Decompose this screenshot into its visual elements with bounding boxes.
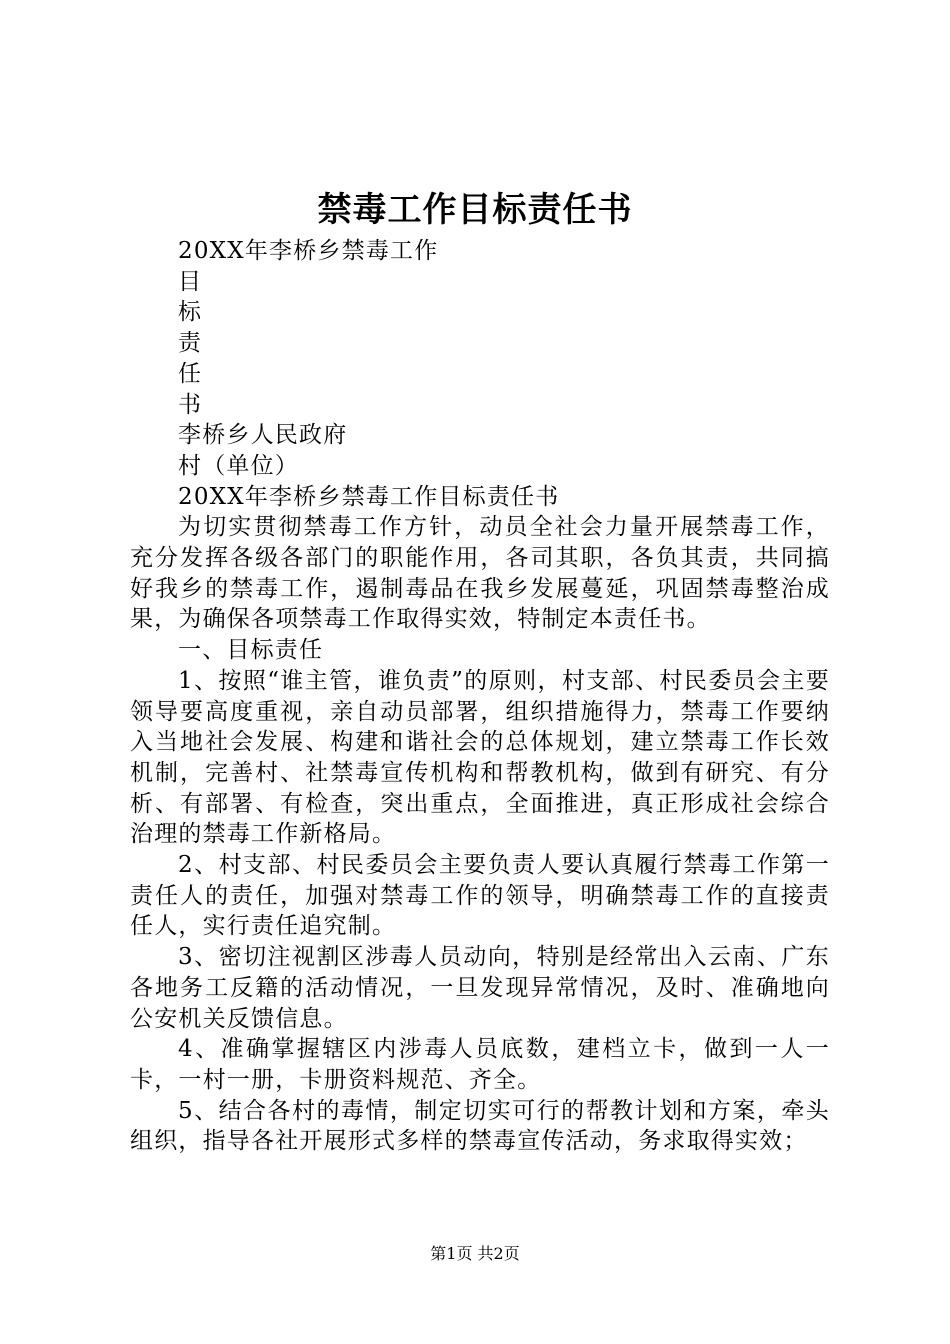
cover-line-government: 李桥乡人民政府: [178, 422, 348, 449]
cover-line-full-title: 20XX年李桥乡禁毒工作目标责任书: [178, 483, 560, 510]
paragraph-intro: 为切实贯彻禁毒工作方针，动员全社会力量开展禁毒工作，充分发挥各级各部门的职能作用，各司其职，各负其责，共同搞好我乡的禁毒工作，遏制毒品在我乡发展蔓延，巩固禁毒整治成果，为确保各项禁毒工作取得实效，特制定本责任书。: [130, 514, 830, 633]
page-footer: 第1页 共2页: [430, 1244, 520, 1263]
paragraph-item-5: 5、结合各村的毒情，制定切实可行的帮教计划和方案，牵头组织，指导各社开展形式多样的禁毒宣传活动，务求取得实效；: [130, 1097, 830, 1155]
cover-line-char-biao: 标: [178, 299, 203, 326]
document-body: [130, 236, 830, 1157]
paragraph-item-1: 1、按照“谁主管，谁负责”的原则，村支部、村民委员会主要领导要高度重视，亲自动员部署，组织措施得力，禁毒工作要纳入当地社会发展、构建和谐社会的总体规划，建立禁毒工作长效机制，完善村、社禁毒宣传机构和帮教机构，做到有研究、有分析、有部署、有检查，突出重点，全面推进，真正形成社会综合治理的禁毒工作新格局。: [130, 667, 830, 848]
cover-line-char-shu: 书: [178, 391, 203, 418]
paragraph-item-2: 2、村支部、村民委员会主要负责人要认真履行禁毒工作第一责任人的责任，加强对禁毒工作的领导，明确禁毒工作的直接责任人，实行责任追究制。: [130, 852, 830, 940]
cover-line-char-mu: 目: [178, 268, 203, 295]
cover-line-char-ren: 任: [178, 360, 203, 387]
section-heading-goals: 一、目标责任: [178, 637, 324, 664]
document-title: 禁毒工作目标责任书: [317, 190, 633, 230]
paragraph-item-3: 3、密切注视割区涉毒人员动向，特别是经常出入云南、广东各地务工反籍的活动情况，一旦发现异常情况，及时、准确地向公安机关反馈信息。: [130, 944, 830, 1032]
cover-line-year-title: 20XX年李桥乡禁毒工作: [178, 238, 439, 264]
cover-line-char-ze: 责: [178, 330, 203, 357]
cover-line-unit: 村（单位）: [178, 452, 299, 479]
paragraph-item-4: 4、准确掌握辖区内涉毒人员底数，建档立卡，做到一人一卡，一村一册，卡册资料规范、齐全。: [130, 1036, 830, 1093]
